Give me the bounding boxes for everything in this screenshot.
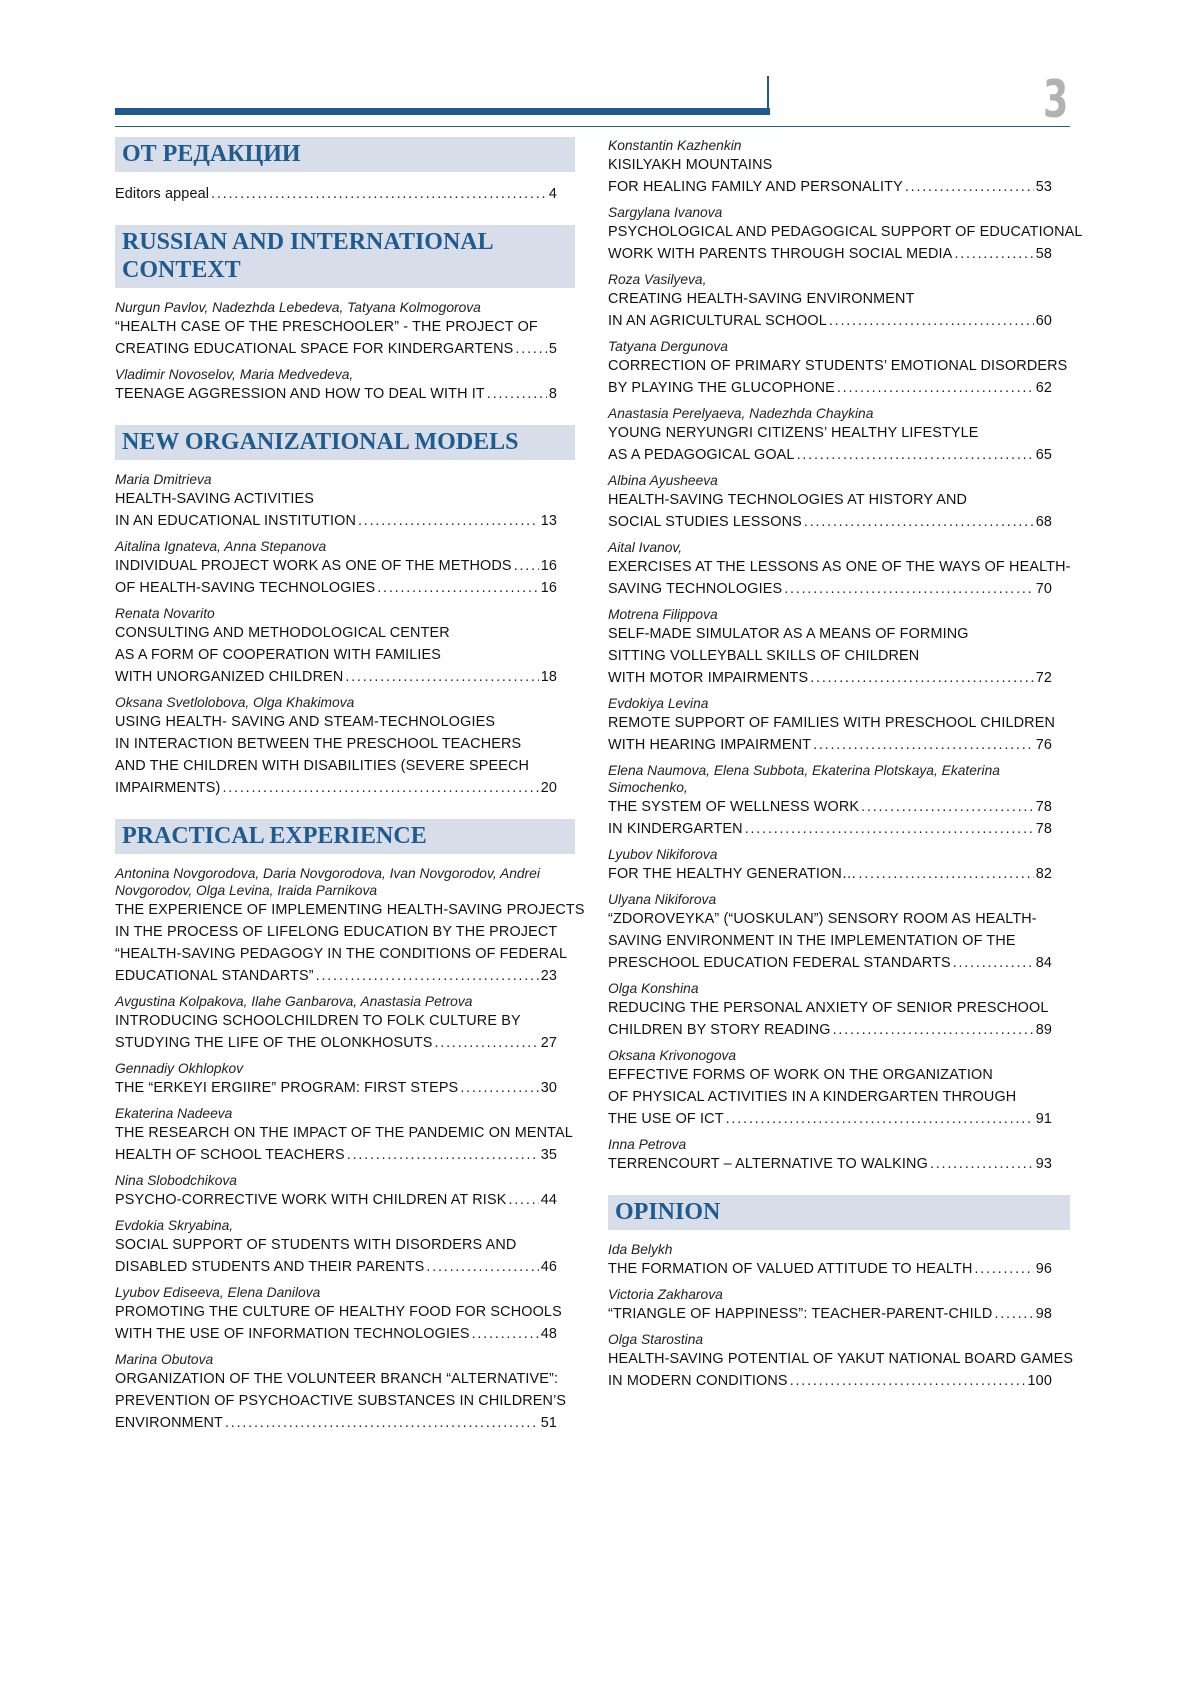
toc-entry-title: CREATING HEALTH-SAVING ENVIRONMENT: [608, 291, 915, 307]
header-rule-thin: [115, 126, 1070, 127]
toc-entry-line: [608, 796, 1052, 818]
toc-entry-title: HEALTH-SAVING ACTIVITIES: [115, 491, 314, 507]
dot-leader: [435, 1032, 539, 1054]
toc-page-number: 20: [540, 780, 557, 796]
toc-entry-line: [115, 1323, 557, 1345]
header-rule-tick: [767, 76, 769, 115]
toc-entry[interactable]: [115, 1172, 557, 1211]
toc-entry-title: EFFECTIVE FORMS OF WORK ON THE ORGANIZATION: [608, 1067, 993, 1083]
toc-page-number: 46: [540, 1259, 557, 1275]
dot-leader: [508, 1189, 538, 1211]
section-heading-text: NEW ORGANIZATIONAL MODELS: [122, 429, 519, 455]
dot-leader: [514, 555, 539, 577]
entry-authors: Antonina Novgorodova, Daria Novgorodova, Ivan Novgorodov, Andrei Novgorodov, Olga Levina, Iraida Parnikova: [115, 866, 540, 898]
entry-authors: Oksana Svetlolobova, Olga Khakimova: [115, 695, 355, 710]
toc-entry-title: PRESCHOOL EDUCATION FEDERAL STANDARTS: [608, 955, 951, 971]
page-number: 3: [1043, 70, 1069, 130]
dot-leader: [515, 338, 546, 360]
toc-entry-line: [608, 667, 1052, 689]
toc-entry-line: [115, 965, 557, 987]
toc-page-number: 51: [540, 1415, 557, 1431]
toc-page-number: 76: [1035, 737, 1052, 753]
toc-page-number: 68: [1035, 514, 1052, 530]
toc-entry-title: CORRECTION OF PRIMARY STUDENTS’ EMOTIONAL DISORDERS: [608, 358, 1068, 374]
dot-leader: [804, 511, 1034, 533]
toc-entry-title: “HEALTH CASE OF THE PRESCHOOLER” - THE PROJECT OF: [115, 319, 538, 335]
entry-authors: Avgustina Kolpakova, Ilahe Ganbarova, Anastasia Petrova: [115, 994, 473, 1009]
toc-entry-line: [115, 577, 557, 599]
toc-entry-title: PREVENTION OF PSYCHOACTIVE SUBSTANCES IN CHILDREN’S: [115, 1393, 567, 1409]
toc-entry-title: STUDYING THE LIFE OF THE OLONKHOSUTS: [115, 1035, 433, 1051]
dot-leader: [833, 1019, 1034, 1041]
section-heading-text: RUSSIAN AND INTERNATIONAL CONTEXT: [122, 229, 493, 283]
entry-authors: Sargylana Ivanova: [608, 205, 723, 220]
toc-entry-title: PSYCHOLOGICAL AND PEDAGOGICAL SUPPORT OF EDUCATIONAL: [608, 224, 1083, 240]
toc-page-number: 16: [540, 558, 557, 574]
toc-entry[interactable]: [608, 539, 1071, 600]
entry-authors: Marina Obutova: [115, 1352, 214, 1367]
toc-entry-title: Editors appeal: [115, 186, 210, 202]
toc-entry-title: BY PLAYING THE GLUCOPHONE: [608, 380, 835, 396]
toc-entry[interactable]: [608, 695, 1056, 756]
toc-entry[interactable]: [608, 1047, 1052, 1130]
toc-entry[interactable]: [608, 1136, 1052, 1175]
toc-page-number: 78: [1035, 821, 1052, 837]
toc-entry[interactable]: [608, 137, 1052, 198]
toc-page-number: 91: [1035, 1111, 1052, 1127]
header-rule-thick: [115, 108, 770, 115]
toc-entry-line: [608, 1370, 1052, 1392]
toc-entry[interactable]: [608, 1331, 1074, 1392]
toc-entry-title: KISILYAKH MOUNTAINS: [608, 157, 773, 173]
toc-entry-title: IN MODERN CONDITIONS: [608, 1373, 788, 1389]
toc-entry-line: [608, 377, 1052, 399]
toc-page-number: 72: [1035, 670, 1052, 686]
toc-entry[interactable]: [608, 606, 1052, 689]
toc-entry[interactable]: [608, 980, 1052, 1041]
toc-entry-title: SAVING ENVIRONMENT IN THE IMPLEMENTATION OF THE: [608, 933, 1016, 949]
entry-authors: Aitalina Ignateva, Anna Stepanova: [115, 539, 327, 554]
toc-entry-line: [115, 183, 557, 205]
toc-entry-title: EDUCATIONAL STANDARTS”: [115, 968, 314, 984]
toc-entry-line: [115, 1144, 557, 1166]
toc-page-number: 8: [548, 386, 557, 402]
entry-authors: Nina Slobodchikova: [115, 1173, 237, 1188]
toc-entry[interactable]: [115, 366, 557, 405]
toc-entry[interactable]: [608, 271, 1052, 332]
toc-page-number: 16: [540, 580, 557, 596]
toc-page-number: 93: [1035, 1156, 1052, 1172]
toc-entry-title: “ZDOROVEYKA” (“UOSKULAN”) SENSORY ROOM AS HEALTH-: [608, 911, 1037, 927]
toc-entry-line: [115, 777, 557, 799]
toc-entry-title: REMOTE SUPPORT OF FAMILIES WITH PRESCHOOL CHILDREN: [608, 715, 1056, 731]
toc-page-number: 100: [1027, 1373, 1052, 1389]
toc-entry-title: OF HEALTH-SAVING TECHNOLOGIES: [115, 580, 376, 596]
entry-authors: Oksana Krivonogova: [608, 1048, 737, 1063]
toc-entry-title: AS A FORM OF COOPERATION WITH FAMILIES: [115, 647, 442, 663]
toc-entry-title: THE “ERKEYI ERGIIRE” PROGRAM: FIRST STEPS: [115, 1080, 459, 1096]
dot-leader: [994, 1303, 1033, 1325]
toc-entry-title: HEALTH-SAVING TECHNOLOGIES AT HISTORY AND: [608, 492, 968, 508]
entry-authors: Albina Ayusheeva: [608, 473, 718, 488]
toc-page-number: 84: [1035, 955, 1052, 971]
toc-entry-line: [608, 578, 1052, 600]
entry-authors: Aital Ivanov,: [608, 540, 683, 555]
entry-authors: Ida Belykh: [608, 1242, 673, 1257]
toc-entry-line: [115, 510, 557, 532]
dot-leader: [784, 578, 1033, 600]
toc-page-number: 82: [1035, 866, 1052, 882]
toc-entry-title: THE SYSTEM OF WELLNESS WORK: [608, 799, 860, 815]
entry-authors: Ekaterina Nadeeva: [115, 1106, 233, 1121]
toc-page-number: 53: [1035, 179, 1052, 195]
toc-entry-title: SELF-MADE SIMULATOR AS A MEANS OF FORMING: [608, 626, 969, 642]
dot-leader: [222, 777, 538, 799]
toc-entry-title: WITH THE USE OF INFORMATION TECHNOLOGIES: [115, 1326, 470, 1342]
entry-authors: Renata Novarito: [115, 606, 215, 621]
toc-entry-line: [115, 1032, 557, 1054]
toc-entry[interactable]: [115, 1217, 557, 1278]
toc-entry[interactable]: [115, 865, 585, 987]
toc-page-number: 70: [1035, 581, 1052, 597]
toc-page-number: 98: [1035, 1306, 1052, 1322]
toc-page-number: 30: [540, 1080, 557, 1096]
toc-entry[interactable]: [608, 1286, 1052, 1325]
toc-entry-title: CONSULTING AND METHODOLOGICAL CENTER: [115, 625, 450, 641]
toc-entry[interactable]: [115, 605, 557, 688]
toc-entry-title: IN AN AGRICULTURAL SCHOOL: [608, 313, 827, 329]
toc-entry-title: PSYCHO-CORRECTIVE WORK WITH CHILDREN AT RISK: [115, 1192, 507, 1208]
entry-authors: Konstantin Kazhenkin: [608, 138, 742, 153]
toc-entry-title: SITTING VOLLEYBALL SKILLS OF CHILDREN: [608, 648, 920, 664]
toc-entry-title: “TRIANGLE OF HAPPINESS”: TEACHER-PARENT-CHILD: [608, 1306, 993, 1322]
toc-entry-title: EXERCISES AT THE LESSONS AS ONE OF THE WAYS OF HEALTH-: [608, 559, 1071, 575]
dot-leader: [790, 1370, 1026, 1392]
toc-entry[interactable]: [115, 183, 557, 205]
toc-entry-title: IMPAIRMENTS): [115, 780, 221, 796]
toc-entry-line: [608, 1108, 1052, 1130]
section-entries: [608, 137, 1083, 1175]
dot-leader: [358, 510, 539, 532]
toc-entry-title: WORK WITH PARENTS THROUGH SOCIAL MEDIA: [608, 246, 953, 262]
toc-entry-title: FOR HEALING FAMILY AND PERSONALITY: [608, 179, 903, 195]
entry-authors: Olga Konshina: [608, 981, 699, 996]
toc-page-number: 23: [540, 968, 557, 984]
section-heading-text: OPINION: [615, 1199, 721, 1225]
entry-authors: Nurgun Pavlov, Nadezhda Lebedeva, Tatyana Kolmogorova: [115, 300, 481, 315]
toc-page-number: 18: [540, 669, 557, 685]
toc-entry[interactable]: [115, 299, 557, 360]
toc-entry[interactable]: [115, 1284, 562, 1345]
toc-entry-title: IN AN EDUCATIONAL INSTITUTION: [115, 513, 357, 529]
toc-page-number: 96: [1035, 1261, 1052, 1277]
dot-leader: [930, 1153, 1034, 1175]
dot-leader: [954, 243, 1033, 265]
toc-entry-line: [608, 734, 1052, 756]
toc-entry[interactable]: [115, 1105, 573, 1166]
dot-leader: [858, 863, 1033, 885]
toc-page-number: 35: [540, 1147, 557, 1163]
entry-authors: Evdokia Skryabina,: [115, 1218, 234, 1233]
entry-authors: Ulyana Nikiforova: [608, 892, 717, 907]
toc-entry-title: AS A PEDAGOGICAL GOAL: [608, 447, 795, 463]
toc-entry-line: [608, 511, 1052, 533]
dot-leader: [975, 1258, 1034, 1280]
entry-authors: Vladimir Novoselov, Maria Medvedeva,: [115, 367, 354, 382]
toc-entry[interactable]: [608, 891, 1052, 974]
toc-entry-title: IN THE PROCESS OF LIFELONG EDUCATION BY THE PROJECT: [115, 924, 558, 940]
toc-entry-title: IN KINDERGARTEN: [608, 821, 743, 837]
toc-entry-line: [608, 176, 1052, 198]
entry-authors: Maria Dmitrieva: [115, 472, 212, 487]
dot-leader: [487, 383, 547, 405]
section-entries: [115, 183, 575, 205]
toc-page-number: 89: [1035, 1022, 1052, 1038]
toc-entry[interactable]: [115, 694, 557, 799]
toc-entry-title: THE EXPERIENCE OF IMPLEMENTING HEALTH-SAVING PROJECTS: [115, 902, 585, 918]
toc-entry-title: WITH MOTOR IMPAIRMENTS: [608, 670, 809, 686]
toc-entry[interactable]: [608, 762, 1052, 840]
dot-leader: [905, 176, 1034, 198]
toc-entry[interactable]: [115, 1060, 557, 1099]
toc-entry-line: [115, 383, 557, 405]
toc-entry-line: [115, 1256, 557, 1278]
dot-leader: [837, 377, 1034, 399]
toc-entry-title: SAVING TECHNOLOGIES: [608, 581, 783, 597]
dot-leader: [861, 796, 1034, 818]
toc-entry-line: [608, 863, 1052, 885]
entry-authors: Victoria Zakharova: [608, 1287, 723, 1302]
toc-entry[interactable]: [115, 993, 557, 1054]
section-entries: [115, 471, 575, 799]
toc-entry-title: TEENAGE AGGRESSION AND HOW TO DEAL WITH IT: [115, 386, 485, 402]
entry-authors: Motrena Filippova: [608, 607, 718, 622]
toc-entry-line: [608, 818, 1052, 840]
toc-entry-title: AND THE CHILDREN WITH DISABILITIES (SEVERE SPEECH: [115, 758, 530, 774]
entry-authors: Anastasia Perelyaeva, Nadezhda Chaykina: [608, 406, 874, 421]
dot-leader: [745, 818, 1034, 840]
toc-entry-title: WITH UNORGANIZED CHILDREN: [115, 669, 344, 685]
toc-entry-title: IN INTERACTION BETWEEN THE PRESCHOOL TEACHERS: [115, 736, 522, 752]
toc-entry[interactable]: [115, 1351, 567, 1434]
toc-page-number: 78: [1035, 799, 1052, 815]
dot-leader: [347, 1144, 539, 1166]
toc-entry-title: SOCIAL SUPPORT OF STUDENTS WITH DISORDERS AND: [115, 1237, 517, 1253]
toc-entry-line: [608, 243, 1052, 265]
toc-entry-title: OF PHYSICAL ACTIVITIES IN A KINDERGARTEN THROUGH: [608, 1089, 1017, 1105]
entry-authors: Inna Petrova: [608, 1137, 687, 1152]
toc-entry-title: WITH HEARING IMPAIRMENT: [608, 737, 812, 753]
dot-leader: [797, 444, 1034, 466]
toc-right-column: [608, 137, 1083, 1398]
toc-entry-title: REDUCING THE PERSONAL ANXIETY OF SENIOR PRESCHOOL: [608, 1000, 1049, 1016]
toc-left-column: [115, 137, 585, 1440]
toc-page-number: 62: [1035, 380, 1052, 396]
toc-entry-title: USING HEALTH- SAVING AND STEAM-TECHNOLOGIES: [115, 714, 496, 730]
toc-entry-line: [608, 1303, 1052, 1325]
dot-leader: [225, 1412, 539, 1434]
toc-page-number: 44: [540, 1192, 557, 1208]
toc-page-number: 48: [540, 1326, 557, 1342]
toc-entry-title: HEALTH OF SCHOOL TEACHERS: [115, 1147, 345, 1163]
toc-entry-title: THE USE OF ICT: [608, 1111, 724, 1127]
section-entries: [115, 865, 585, 1434]
dot-leader: [316, 965, 539, 987]
toc-page-number: 27: [540, 1035, 557, 1051]
toc-page-number: 58: [1035, 246, 1052, 262]
toc-entry-line: [115, 1189, 557, 1211]
toc-entry[interactable]: [115, 538, 557, 599]
toc-page-number: 65: [1035, 447, 1052, 463]
toc-entry[interactable]: [608, 204, 1083, 265]
toc-entry-title: DISABLED STUDENTS AND THEIR PARENTS: [115, 1259, 425, 1275]
toc-entry-title: HEALTH-SAVING POTENTIAL OF YAKUT NATIONAL BOARD GAMES: [608, 1351, 1074, 1367]
entry-authors: Elena Naumova, Elena Subbota, Ekaterina Plotskaya, Ekaterina Simochenko,: [608, 763, 1000, 795]
dot-leader: [810, 667, 1033, 689]
entry-authors: Evdokiya Levina: [608, 696, 709, 711]
dot-leader: [953, 952, 1034, 974]
toc-entry-title: ENVIRONMENT: [115, 1415, 223, 1431]
toc-entry[interactable]: [115, 471, 557, 532]
section-heading: [115, 819, 575, 854]
toc-entry-line: [608, 1258, 1052, 1280]
entry-authors: Gennadiy Okhlopkov: [115, 1061, 244, 1076]
toc-entry-line: [608, 310, 1052, 332]
toc-entry-line: [608, 444, 1052, 466]
dot-leader: [813, 734, 1034, 756]
toc-entry-title: SOCIAL STUDIES LESSONS: [608, 514, 802, 530]
toc-entry-title: FOR THE HEALTHY GENERATION…: [608, 866, 857, 882]
dot-leader: [829, 310, 1034, 332]
section-heading: [608, 1195, 1070, 1230]
toc-entry-line: [608, 1019, 1052, 1041]
section-heading: [115, 137, 575, 172]
toc-entry-line: [115, 1412, 557, 1434]
toc-entry[interactable]: [608, 472, 1052, 533]
toc-entry-line: [608, 1153, 1052, 1175]
entry-authors: Lyubov Ediseeva, Elena Danilova: [115, 1285, 321, 1300]
entry-authors: Roza Vasilyeva,: [608, 272, 707, 287]
toc-entry-title: INDIVIDUAL PROJECT WORK AS ONE OF THE METHODS: [115, 558, 512, 574]
toc-entry[interactable]: [608, 1241, 1052, 1280]
entry-authors: Olga Starostina: [608, 1332, 704, 1347]
dot-leader: [460, 1077, 538, 1099]
dot-leader: [211, 183, 547, 205]
section-heading: [115, 425, 575, 460]
toc-entry-title: ORGANIZATION OF THE VOLUNTEER BRANCH “ALTERNATIVE”:: [115, 1371, 559, 1387]
section-heading-text: PRACTICAL EXPERIENCE: [122, 823, 427, 849]
dot-leader: [345, 666, 538, 688]
toc-entry-title: INTRODUCING SCHOOLCHILDREN TO FOLK CULTURE BY: [115, 1013, 521, 1029]
toc-page-number: 4: [548, 186, 557, 202]
dot-leader: [377, 577, 538, 599]
toc-entry-title: CHILDREN BY STORY READING: [608, 1022, 831, 1038]
toc-entry-title: THE FORMATION OF VALUED ATTITUDE TO HEALTH: [608, 1261, 973, 1277]
section-entries: [115, 299, 575, 405]
section-heading-text: ОТ РЕДАКЦИИ: [122, 141, 301, 167]
dot-leader: [726, 1108, 1034, 1130]
toc-entry[interactable]: [608, 846, 1052, 885]
toc-page-number: 5: [548, 341, 557, 357]
dot-leader: [472, 1323, 539, 1345]
toc-entry-title: THE RESEARCH ON THE IMPACT OF THE PANDEMIC ON MENTAL: [115, 1125, 573, 1141]
toc-entry[interactable]: [608, 405, 1052, 466]
toc-entry[interactable]: [608, 338, 1068, 399]
toc-entry-line: [115, 555, 557, 577]
toc-entry-title: “HEALTH-SAVING PEDAGOGY IN THE CONDITIONS OF FEDERAL: [115, 946, 568, 962]
dot-leader: [426, 1256, 538, 1278]
toc-entry-title: PROMOTING THE CULTURE OF HEALTHY FOOD FOR SCHOOLS: [115, 1304, 562, 1320]
section-entries: [608, 1241, 1074, 1392]
toc-entry-line: [115, 666, 557, 688]
entry-authors: Tatyana Dergunova: [608, 339, 728, 354]
toc-page-number: 60: [1035, 313, 1052, 329]
toc-entry-title: CREATING EDUCATIONAL SPACE FOR KINDERGARTENS: [115, 341, 514, 357]
toc-entry-title: YOUNG NERYUNGRI CITIZENS’ HEALTHY LIFESTYLE: [608, 425, 979, 441]
toc-entry-line: [115, 338, 557, 360]
toc-entry-title: TERRENCOURT – ALTERNATIVE TO WALKING: [608, 1156, 928, 1172]
entry-authors: Lyubov Nikiforova: [608, 847, 718, 862]
toc-entry-line: [115, 1077, 557, 1099]
section-heading: [115, 225, 575, 288]
toc-entry-line: [608, 952, 1052, 974]
toc-page-number: 13: [540, 513, 557, 529]
